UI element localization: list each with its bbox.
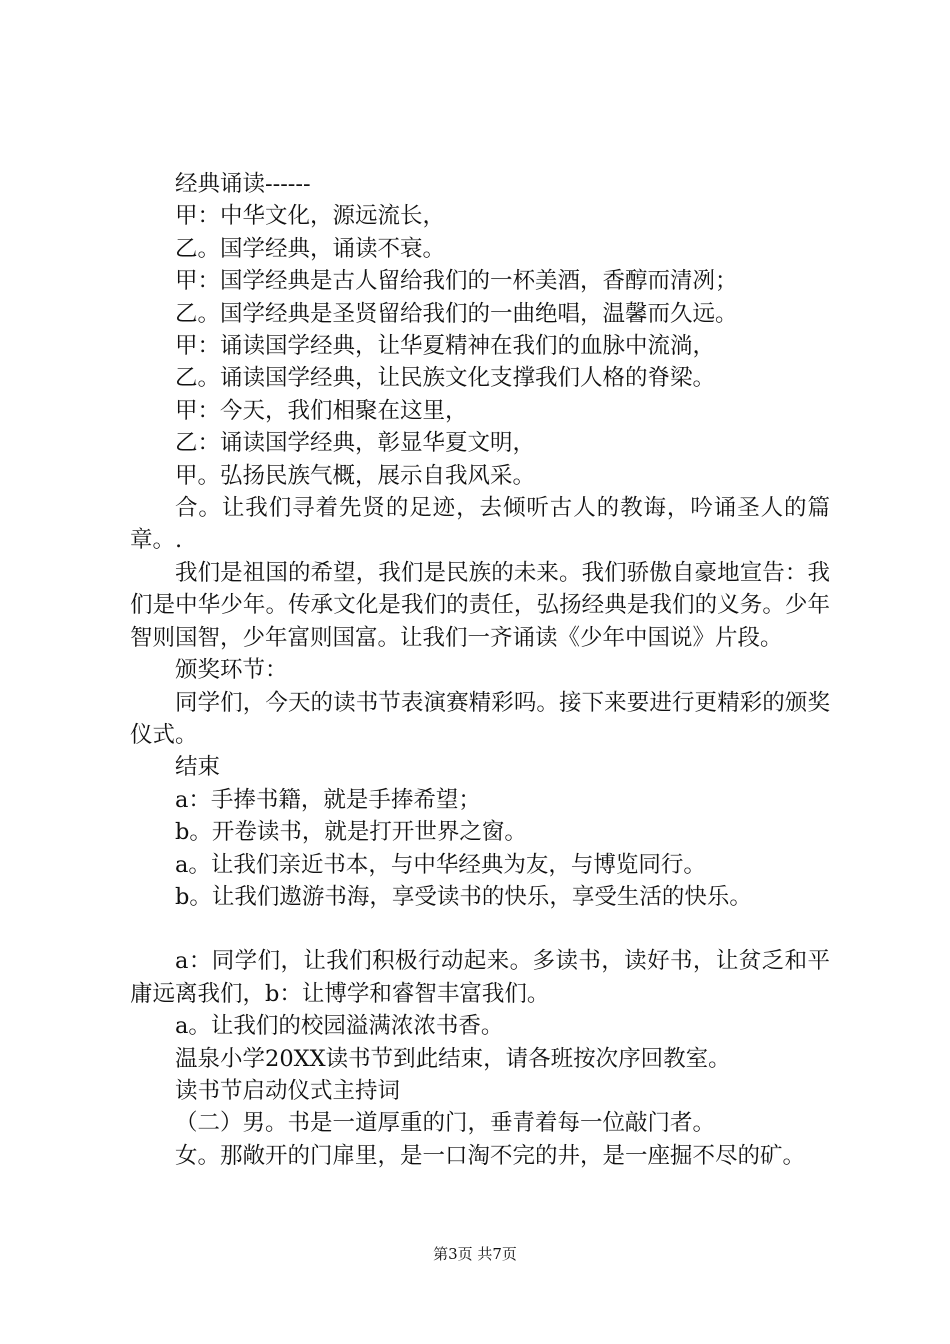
paragraph: 同学们，今天的读书节表演赛精彩吗。接下来要进行更精彩的颁奖仪式。 xyxy=(130,689,830,748)
paragraph: 合。让我们寻着先贤的足迹，去倾听古人的教诲，吟诵圣人的篇章。. xyxy=(130,495,830,554)
paragraph: （二）男。书是一道厚重的门，垂青着每一位敲门者。 xyxy=(175,1110,716,1137)
paragraph: 乙。诵读国学经典，让民族文化支撑我们人格的脊梁。 xyxy=(175,365,716,392)
paragraph: a。让我们的校园溢满浓浓书香。 xyxy=(175,1013,504,1040)
paragraph: 甲：今天，我们相聚在这里， xyxy=(175,397,468,424)
paragraph: a：手捧书籍，就是手捧希望； xyxy=(175,786,481,813)
paragraph: 甲：诵读国学经典，让华夏精神在我们的血脉中流淌， xyxy=(175,333,716,360)
heading-ending: 结束 xyxy=(175,754,221,781)
paragraph: 甲。弘扬民族气概，展示自我风采。 xyxy=(175,462,536,489)
paragraph: b。开卷读书，就是打开世界之窗。 xyxy=(175,819,527,846)
paragraph: 甲：国学经典是古人留给我们的一杯美酒，香醇而清冽； xyxy=(175,268,738,295)
document-body xyxy=(130,168,830,1172)
paragraph: b。让我们遨游书海，享受读书的快乐，享受生活的快乐。 xyxy=(175,883,752,910)
paragraph: 我们是祖国的希望，我们是民族的未来。我们骄傲自豪地宣告：我们是中华少年。传承文化是我们的责任，弘扬经典是我们的义务。少年智则国智，少年富则国富。让我们一齐诵读《少年中国说》片段。 xyxy=(130,559,830,651)
paragraph: 温泉小学20XX读书节到此结束，请各班按次序回教室。 xyxy=(175,1045,731,1072)
paragraph: a。让我们亲近书本，与中华经典为友，与博览同行。 xyxy=(175,851,706,878)
paragraph: 乙：诵读国学经典，彰显华夏文明， xyxy=(175,430,536,457)
heading-opening-ceremony-script: 读书节启动仪式主持词 xyxy=(175,1077,401,1104)
paragraph: 甲：中华文化，源远流长， xyxy=(175,203,446,230)
paragraph: 女。那敞开的门扉里，是一口淘不完的井，是一座掘不尽的矿。 xyxy=(175,1142,806,1169)
page-footer xyxy=(0,1244,950,1264)
page-number: 第3页 共7页 xyxy=(433,1245,517,1263)
paragraph: a：同学们，让我们积极行动起来。多读书，读好书，让贫乏和平庸远离我们，b：让博学和睿智丰富我们。 xyxy=(130,948,830,1007)
heading-classic-reading: 经典诵读------ xyxy=(175,171,311,197)
paragraph: 乙。国学经典是圣贤留给我们的一曲绝唱，温馨而久远。 xyxy=(175,300,738,327)
paragraph: 乙。国学经典，诵读不衰。 xyxy=(175,235,446,262)
heading-award-section: 颁奖环节： xyxy=(175,657,288,684)
